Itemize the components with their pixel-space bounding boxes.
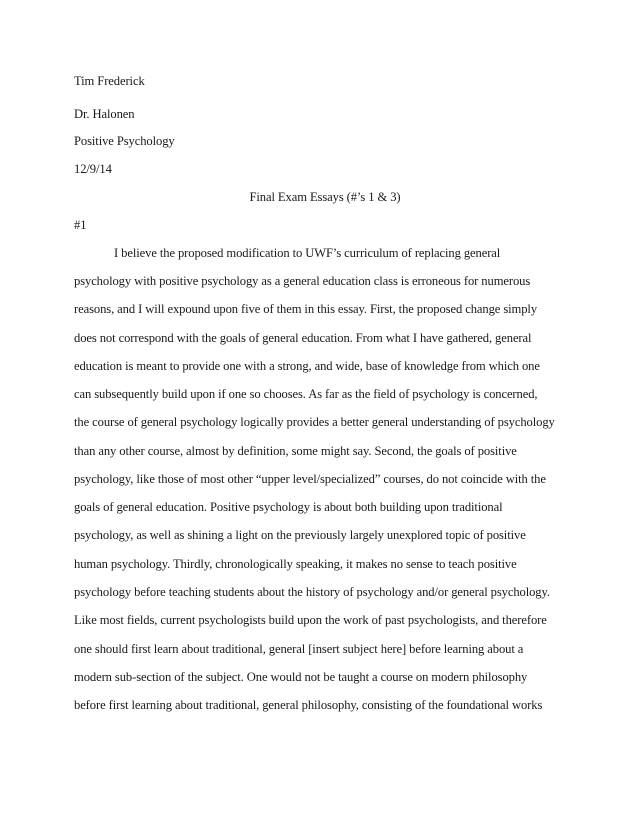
date: 12/9/14 (74, 162, 112, 176)
body-line: I believe the proposed modification to UWF’s curriculum of replacing general (114, 246, 501, 260)
course-name: Positive Psychology (74, 134, 175, 148)
body-line: can subsequently build upon if one so chooses. As far as the field of psychology is concerned, (74, 387, 538, 401)
document-title: Final Exam Essays (#’s 1 & 3) (249, 190, 401, 204)
body-line: psychology before teaching students about the history of psychology and/or general psychology. (74, 585, 550, 599)
instructor-name: Dr. Halonen (74, 107, 135, 121)
body-line: human psychology. Thirdly, chronologically speaking, it makes no sense to teach positive (74, 557, 517, 571)
body-line: goals of general education. Positive psychology is about both building upon traditional (74, 500, 503, 514)
body-line: modern sub-section of the subject. One would not be taught a course on modern philosophy (74, 670, 528, 684)
body-line: education is meant to provide one with a strong, and wide, base of knowledge from which one (74, 359, 540, 373)
body-line: than any other course, almost by definition, some might say. Second, the goals of positive (74, 444, 517, 458)
section-label: #1 (74, 218, 87, 232)
body-line: the course of general psychology logically provides a better general understanding of psychology (74, 415, 555, 429)
body-line: before first learning about traditional, general philosophy, consisting of the foundational works (74, 698, 543, 712)
body-line: one should first learn about traditional, general [insert subject here] before learning about a (74, 642, 524, 656)
body-line: psychology, as well as shining a light on the previously largely unexplored topic of positive (74, 528, 526, 542)
body-line: psychology with positive psychology as a general education class is erroneous for numerous (74, 274, 531, 288)
body-line: psychology, like those of most other “upper level/specialized” courses, do not coincide with the (74, 472, 546, 486)
body-line: does not correspond with the goals of general education. From what I have gathered, general (74, 331, 532, 345)
body-line: reasons, and I will expound upon five of them in this essay. First, the proposed change simply (74, 302, 538, 316)
body-line: Like most fields, current psychologists build upon the work of past psychologists, and therefore (74, 613, 547, 627)
author-name: Tim Frederick (74, 74, 145, 88)
